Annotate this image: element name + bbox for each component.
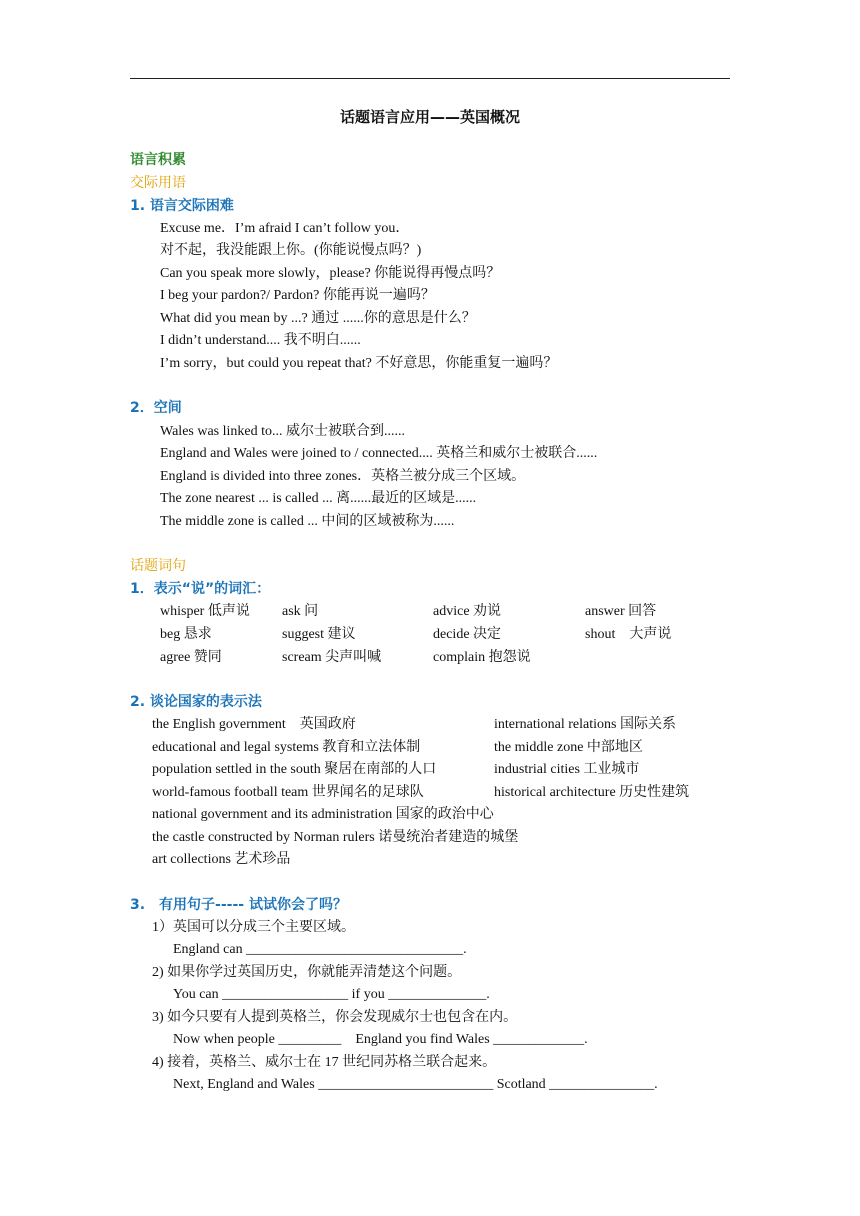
- exercise-blank-sentence: Next, England and Wales _________________________ Scotland _______________.: [173, 1077, 658, 1092]
- exercise-blank-sentence: England can _______________________________.: [173, 942, 467, 957]
- heading-useful-sentences: 3. 有用句子----- 试试你会了吗？: [130, 897, 347, 913]
- vocab-word: agree 赞同: [160, 650, 222, 665]
- vocab-word: decide 决定: [433, 627, 502, 642]
- exercise-blank-sentence: Now when people _________ England you find Wales _____________.: [173, 1032, 588, 1047]
- section-heading-accumulation: 语言积累: [130, 152, 186, 168]
- vocab-word: ask 问: [282, 604, 319, 619]
- exercise-blank-sentence: You can __________________ if you ______________.: [173, 987, 490, 1002]
- expression-item: international relations 国际关系: [494, 717, 676, 732]
- expression-item: world-famous football team 世界闻名的足球队: [152, 785, 424, 800]
- vocab-word: shout 大声说: [585, 627, 672, 642]
- phrase-line: What did you mean by ...? 通过 ......你的意思是什么？: [160, 311, 476, 326]
- phrase-line: I’m sorry，but could you repeat that? 不好意思，你能重复一遍吗？: [160, 356, 558, 371]
- phrase-line: 对不起，我没能跟上你。(你能说慢点吗？): [160, 243, 422, 258]
- vocab-word: suggest 建议: [282, 627, 356, 642]
- expression-item: national government and its administration 国家的政治中心: [152, 807, 494, 822]
- section-heading-topic-words: 话题词句: [130, 558, 186, 574]
- vocab-word: scream 尖声叫喊: [282, 650, 382, 665]
- expression-item: educational and legal systems 教育和立法体制: [152, 740, 421, 755]
- phrase-line: The middle zone is called ... 中间的区域被称为......: [160, 514, 455, 529]
- phrase-line: England and Wales were joined to / connected.... 英格兰和威尔士被联合......: [160, 446, 598, 461]
- section-heading-communication: 交际用语: [130, 175, 186, 191]
- expression-item: population settled in the south 聚居在南部的人口: [152, 762, 437, 777]
- expression-item: historical architecture 历史性建筑: [494, 785, 690, 800]
- phrase-line: I didn’t understand.... 我不明白......: [160, 333, 361, 348]
- top-rule: [130, 78, 730, 79]
- exercise-prompt: 4) 接着，英格兰、威尔士在 17 世纪同苏格兰联合起来。: [152, 1055, 497, 1070]
- heading-country-expressions: 2. 谈论国家的表示法: [130, 694, 262, 710]
- vocab-word: complain 抱怨说: [433, 650, 531, 665]
- vocab-word: whisper 低声说: [160, 604, 250, 619]
- phrase-line: Excuse me．I’m afraid I can’t follow you．: [160, 221, 410, 236]
- vocab-word: beg 恳求: [160, 627, 212, 642]
- phrase-line: England is divided into three zones．英格兰被分成三个区域。: [160, 469, 526, 484]
- phrase-line: The zone nearest ... is called ... 离......最近的区域是......: [160, 491, 477, 506]
- expression-item: art collections 艺术珍品: [152, 852, 291, 867]
- exercise-prompt: 2) 如果你学过英国历史，你就能弄清楚这个问题。: [152, 965, 462, 980]
- vocab-word: answer 回答: [585, 604, 657, 619]
- expression-item: industrial cities 工业城市: [494, 762, 640, 777]
- exercise-prompt: 1）英国可以分成三个主要区域。: [152, 920, 355, 935]
- phrase-line: Can you speak more slowly，please? 你能说得再慢点吗？: [160, 266, 501, 281]
- heading-communication-difficulty: 1. 语言交际困难: [130, 198, 234, 214]
- expression-item: the English government 英国政府: [152, 717, 356, 732]
- phrase-line: Wales was linked to... 威尔士被联合到......: [160, 424, 406, 439]
- vocab-word: advice 劝说: [433, 604, 502, 619]
- heading-say-words: 1．表示“说”的词汇：: [130, 581, 271, 597]
- exercise-prompt: 3) 如今只要有人提到英格兰，你会发现威尔士也包含在内。: [152, 1010, 518, 1025]
- phrase-line: I beg your pardon?/ Pardon? 你能再说一遍吗？: [160, 288, 435, 303]
- heading-space: 2．空间: [130, 400, 182, 416]
- page-title: 话题语言应用——英国概况: [339, 108, 520, 126]
- expression-item: the castle constructed by Norman rulers 诺曼统治者建造的城堡: [152, 830, 519, 845]
- expression-item: the middle zone 中部地区: [494, 740, 643, 755]
